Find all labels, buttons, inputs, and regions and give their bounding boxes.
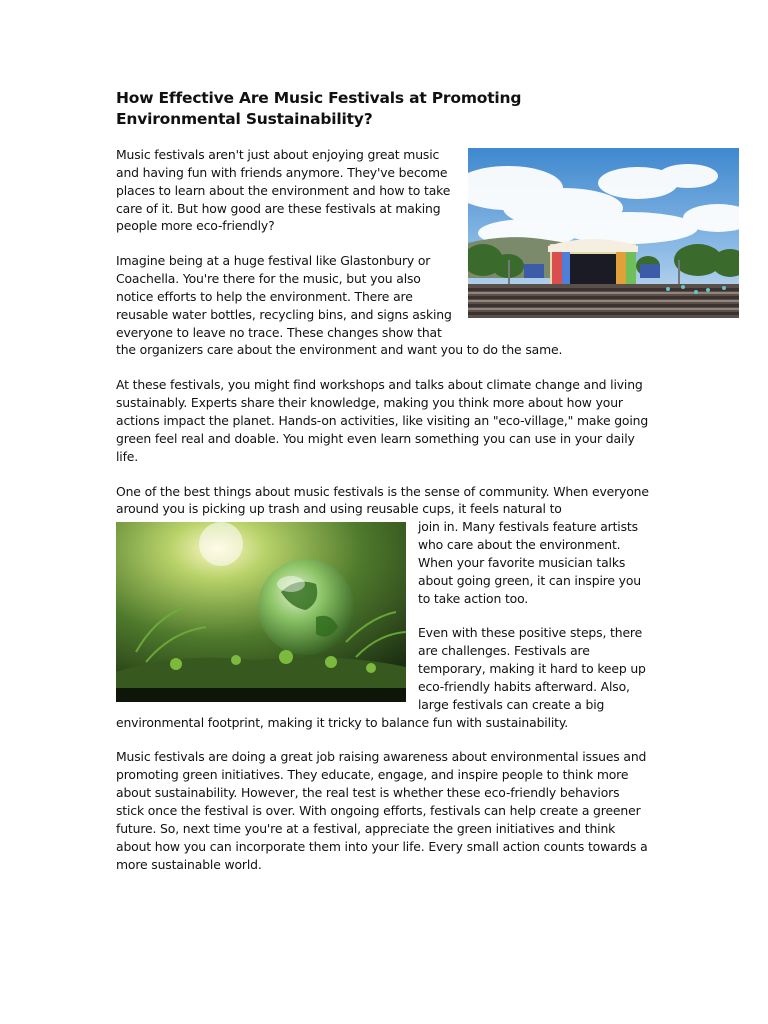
article-title: How Effective Are Music Festivals at Promoting Environmental Sustainability? xyxy=(116,89,522,128)
paragraph-conclusion: Music festivals are doing a great job raising awareness about environmental issues and promoting green initiatives. They educate, engage, and inspire people to think more about sustainability. However, the real test is whether these eco-friendly behaviors stick once the festival is over. With ongoing efforts, festivals can help create a greener future. So, next time you're at a festival, appreciate the green initiatives and think about how you can incorporate them into your life. Every small action counts towards a more sustainable world. xyxy=(116,749,648,872)
festival-photo xyxy=(468,148,739,318)
paragraph-intro: Music festivals aren't just about enjoying great music and having fun with friends anymore. They've become places to learn about the environment and how to take care of it. But how good are these festivals at making people more eco-friendly? xyxy=(116,147,451,234)
article xyxy=(116,88,650,890)
paragraph-community-tail: join in. Many festivals feature artists who care about the environment. When your favorite musician talks about going green, it can inspire you to take action too. xyxy=(418,519,641,606)
paragraph-challenges: Even with these positive steps, there are challenges. Festivals are temporary, making it hard to keep up eco-friendly habits afterward. Also, large festivals can create a big environmental footprint, making it tricky to balance fun with sustainability. xyxy=(116,625,646,730)
paragraph-community-head: One of the best things about music festivals is the sense of community. When everyone around you is picking up trash and using reusable cups, it feels natural to xyxy=(116,483,649,517)
paragraph-workshops: At these festivals, you might find workshops and talks about climate change and living sustainably. Experts share their knowledge, making you think more about how your actions impact the planet. Hands-on activities, like visiting an "eco-village," make going green feel real and doable. You might even learn something you can use in your daily life. xyxy=(116,377,649,464)
paragraph-festival-example: Imagine being at a huge festival like Glastonbury or Coachella. You're there for the music, but you also notice efforts to help the environment. There are reusable water bottles, recycling bins, and signs asking everyone to leave no trace. These changes show that the organizers care about the environment and want you to do the same. xyxy=(116,253,563,358)
paragraph-community xyxy=(116,483,650,608)
globe-photo xyxy=(116,522,406,702)
